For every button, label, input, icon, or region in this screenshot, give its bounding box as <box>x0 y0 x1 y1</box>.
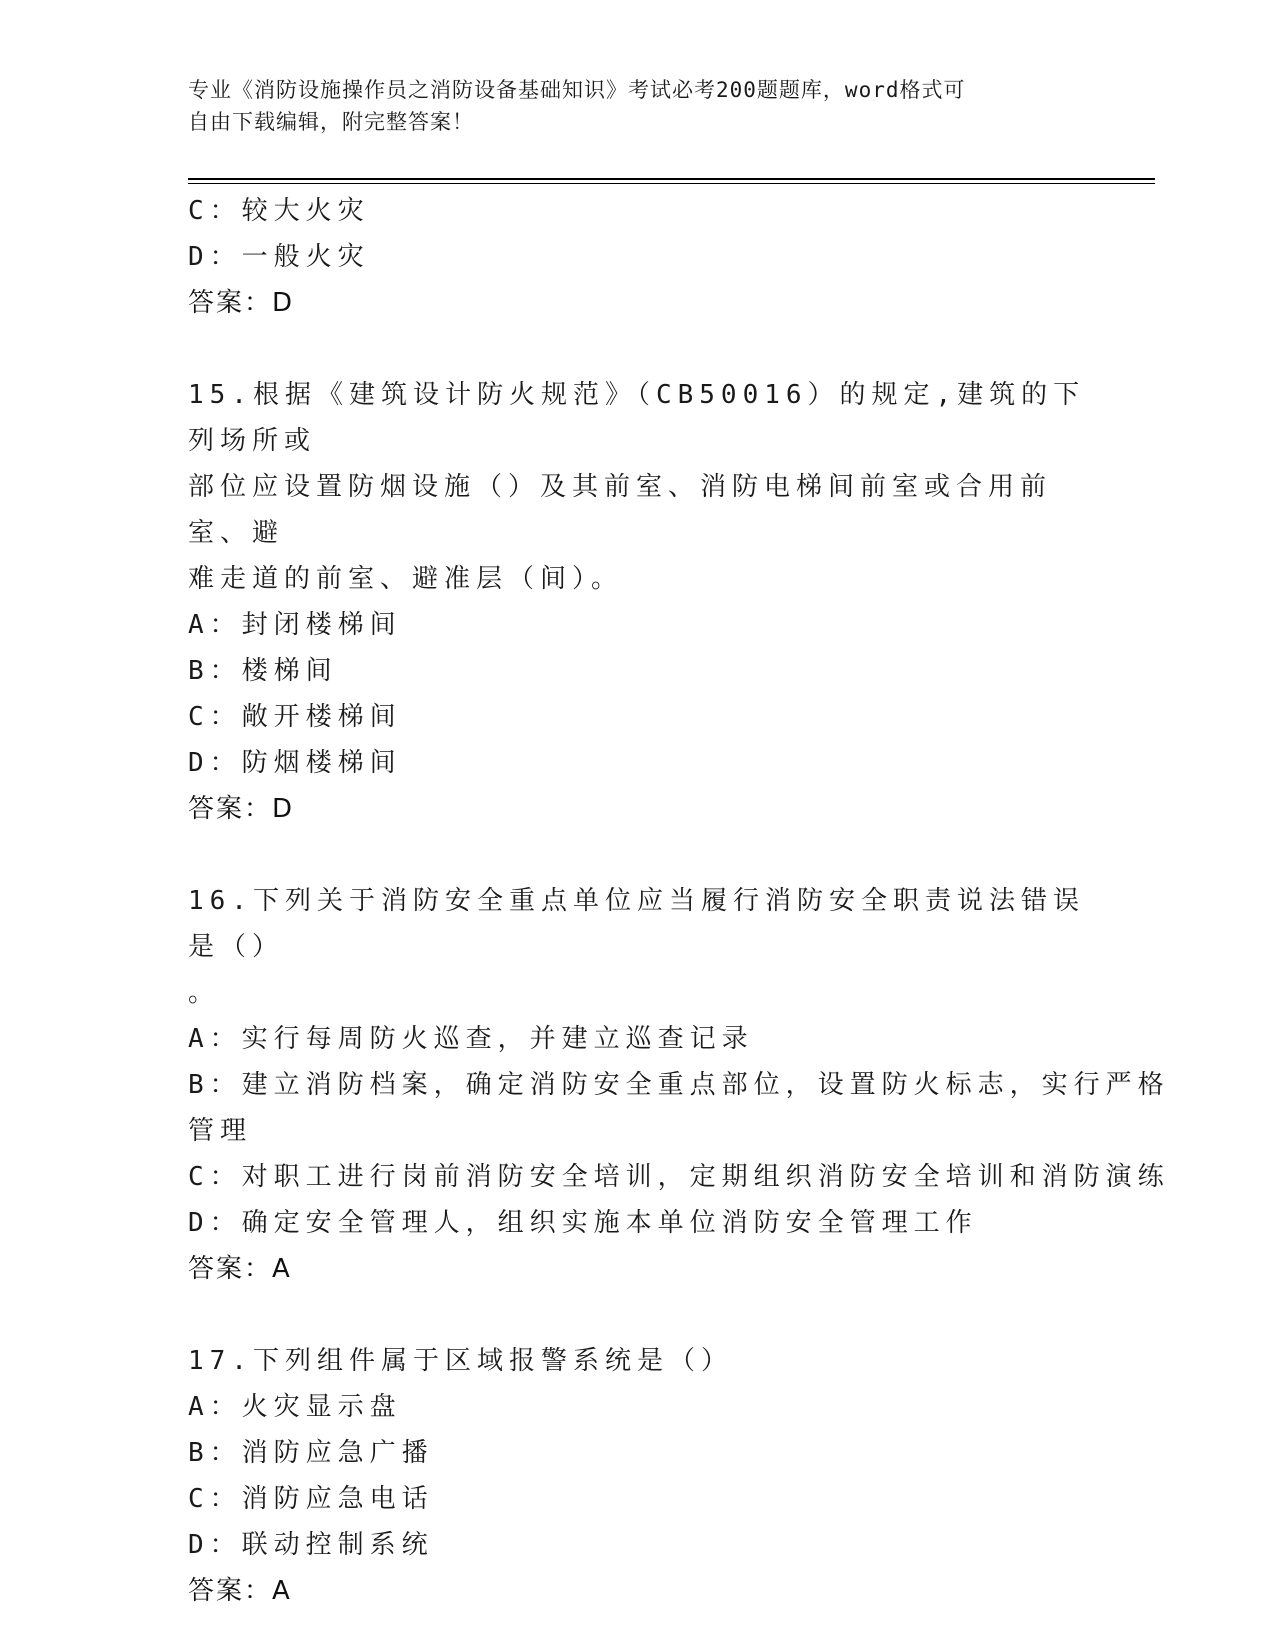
option-b: B：建立消防档案，确定消防安全重点部位，设置防火标志，实行严格 <box>188 1070 1170 1100</box>
option-a: A：火灾显示盘 <box>188 1392 402 1422</box>
option-d: D：一般火灾 <box>188 242 370 272</box>
header-rule-thin <box>188 183 1155 184</box>
answer-line: 答案：D <box>188 794 295 824</box>
answer-line: 答案：D <box>188 288 295 318</box>
option-a: A：实行每周防火巡查，并建立巡查记录 <box>188 1024 754 1054</box>
question-stem-line: 16.下列关于消防安全重点单位应当履行消防安全职责说法错误是（） <box>188 886 1085 962</box>
spacer <box>188 326 1088 372</box>
option-b-continued: 管理 <box>188 1116 253 1146</box>
option-c: C：消防应急电话 <box>188 1484 434 1514</box>
prev-question <box>188 188 1088 326</box>
option-b: B：消防应急广播 <box>188 1438 434 1468</box>
option-c: C：敞开楼梯间 <box>188 702 402 732</box>
question-stem-line: 难走道的前室、避准层（间）。 <box>188 564 624 594</box>
question-stem-line: 部位应设置防烟设施（）及其前室、消防电梯间前室或合用前室、避 <box>188 472 1053 548</box>
question-17 <box>188 1338 1088 1614</box>
question-stem-line: 。 <box>188 978 221 1008</box>
question-stem-line: 15.根据《建筑设计防火规范》（CB50016）的规定,建筑的下列场所或 <box>188 380 1086 456</box>
option-d: D：联动控制系统 <box>188 1530 434 1560</box>
answer-line: 答案：A <box>188 1254 292 1284</box>
question-list <box>188 188 1170 1614</box>
answer-line: 答案：A <box>188 1576 292 1606</box>
question-15 <box>188 372 1088 832</box>
spacer <box>188 1292 1088 1338</box>
option-d: D：确定安全管理人，组织实施本单位消防安全管理工作 <box>188 1208 978 1238</box>
question-16 <box>188 878 1170 1292</box>
option-d: D：防烟楼梯间 <box>188 748 402 778</box>
document-header <box>188 74 1088 138</box>
spacer <box>188 832 1088 878</box>
question-stem-line: 17.下列组件属于区域报警系统是（） <box>188 1346 733 1376</box>
option-c: C：对职工进行岗前消防安全培训，定期组织消防安全培训和消防演练 <box>188 1162 1170 1192</box>
header-rule-thick <box>188 178 1155 180</box>
option-c: C：较大火灾 <box>188 196 370 226</box>
option-a: A：封闭楼梯间 <box>188 610 402 640</box>
option-b: B：楼梯间 <box>188 656 338 686</box>
header-line-2: 自由下载编辑，附完整答案！ <box>188 110 474 134</box>
header-line-1: 专业《消防设施操作员之消防设备基础知识》考试必考200题题库，word格式可 <box>188 78 966 102</box>
